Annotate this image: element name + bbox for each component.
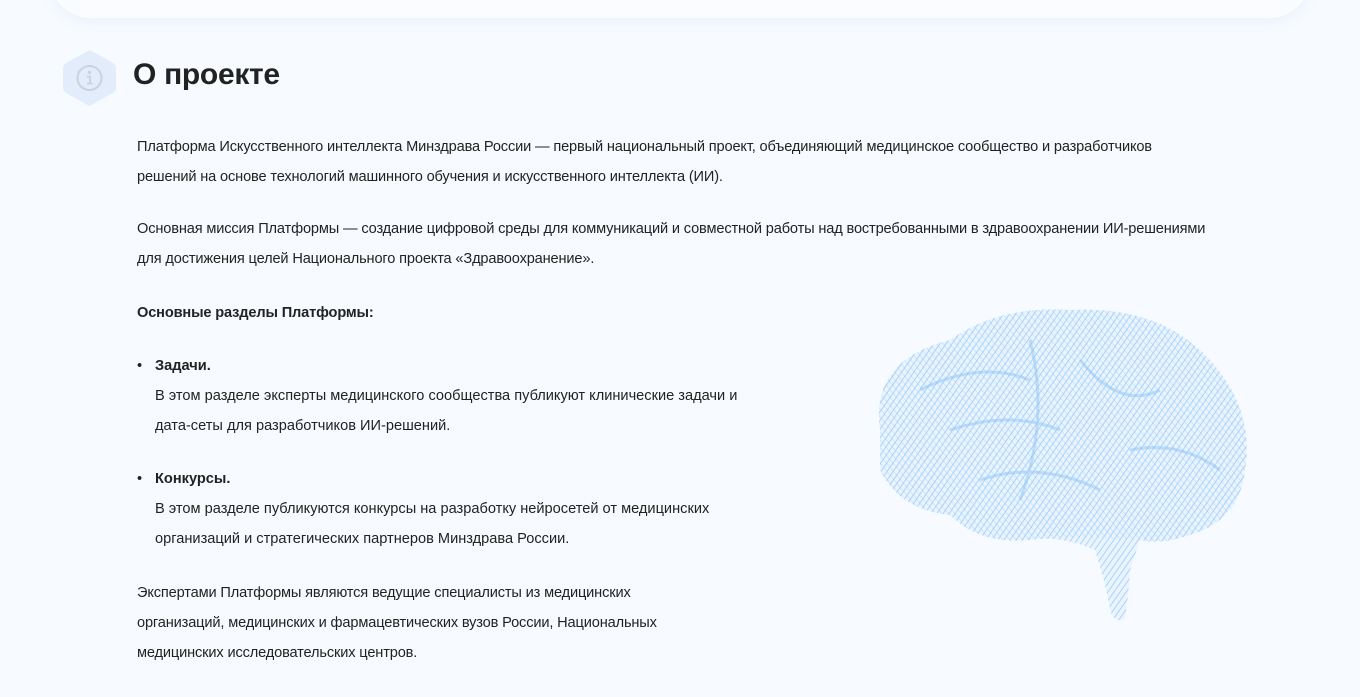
list-item-title: Конкурсы. bbox=[155, 471, 231, 487]
text-line: Основная миссия Платформы — создание цифровой среды для коммуникаций и совместной работы над востребованными в здравоохранении ИИ-решениями bbox=[137, 221, 1206, 237]
mission-paragraph bbox=[137, 214, 1205, 274]
text-line: Экспертами Платформы являются ведущие специалисты из медицинских bbox=[137, 585, 631, 601]
intro-paragraph bbox=[137, 132, 1152, 192]
list-item-tasks bbox=[137, 351, 737, 441]
text-line: медицинских исследовательских центров. bbox=[137, 645, 418, 661]
text-line: В этом разделе эксперты медицинского сообщества публикуют клинические задачи и bbox=[155, 388, 738, 404]
text-line: Платформа Искусственного интеллекта Минздрава России — первый национальный проект, объединяющий медицинское сообщество и разработчиков bbox=[137, 139, 1152, 155]
brain-illustration bbox=[860, 300, 1255, 630]
text-line: для достижения целей Национального проекта «Здравоохранение». bbox=[137, 251, 595, 267]
text-line: организаций, медицинских и фармацевтических вузов России, Национальных bbox=[137, 615, 657, 631]
top-header-bar bbox=[50, 0, 1310, 18]
bullet-icon: • bbox=[137, 471, 143, 487]
page-title: О проекте bbox=[133, 58, 280, 91]
list-item-contests bbox=[137, 464, 709, 554]
bullet-icon: • bbox=[137, 358, 143, 374]
text-line: решений на основе технологий машинного обучения и искусственного интеллекта (ИИ). bbox=[137, 169, 723, 185]
sections-heading: Основные разделы Платформы: bbox=[137, 305, 374, 321]
text-line: организаций и стратегических партнеров Минздрава России. bbox=[155, 531, 570, 547]
text-line: дата-сеты для разработчиков ИИ-решений. bbox=[155, 418, 451, 434]
list-item-title: Задачи. bbox=[155, 358, 211, 374]
text-line: В этом разделе публикуются конкурсы на разработку нейросетей от медицинских bbox=[155, 501, 710, 517]
experts-paragraph bbox=[137, 578, 657, 668]
info-icon bbox=[61, 48, 118, 108]
